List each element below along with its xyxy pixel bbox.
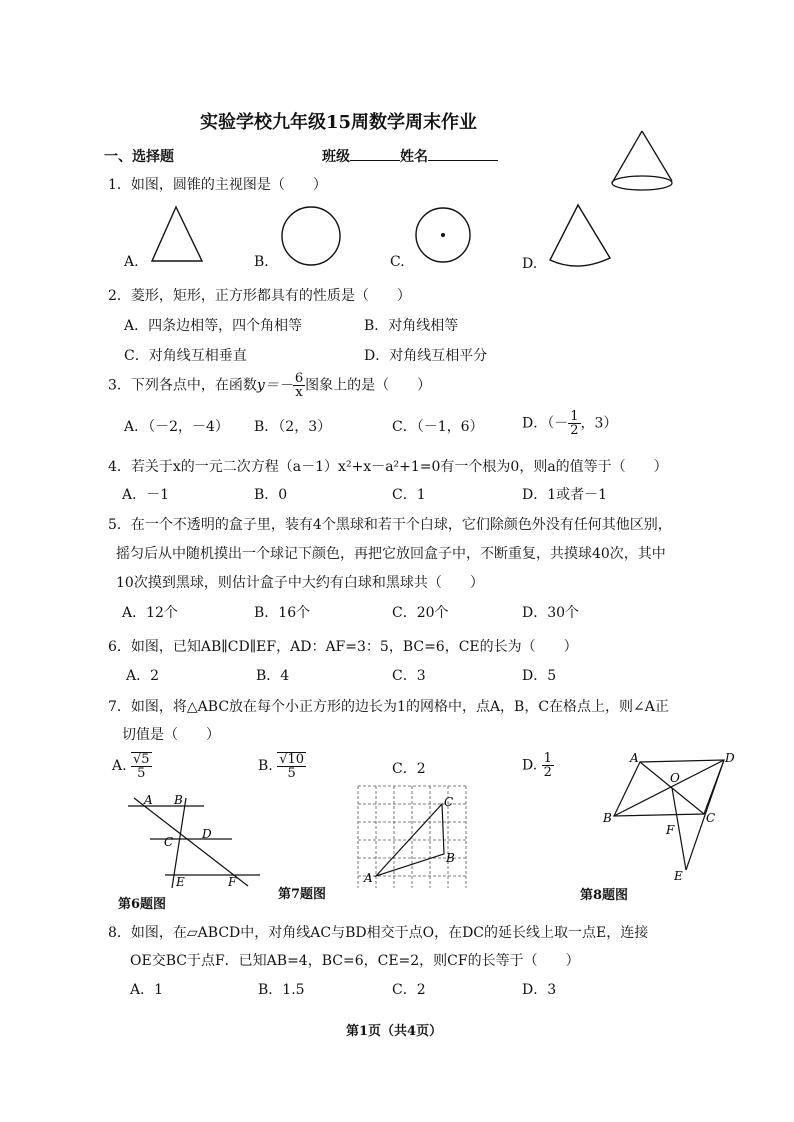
fig7-label-c: C (444, 795, 454, 809)
q1-option-a-label[interactable]: A. (124, 254, 139, 270)
q1-option-c-label[interactable]: C. (390, 254, 405, 270)
fig8-label-c: C (706, 811, 716, 825)
q8-line1: 8．如图，在▱ABCD中，对角线AC与BD相交于点O，在DC的延长线上取一点E，连接 (108, 925, 649, 941)
q2-option-c[interactable]: C．对角线互相垂直 (124, 348, 247, 364)
q3-option-b[interactable]: B．（2，3） (254, 419, 332, 435)
q7-option-d[interactable]: D. $\frac{1}{2}$ (522, 751, 552, 780)
fig8-label-b: B (603, 811, 612, 825)
q8-line2: OE交BC于点F．已知AB=4，BC=6，CE=2，则CF的长等于（ ） (130, 953, 580, 969)
q1-option-a-triangle (150, 205, 205, 265)
q3-option-c[interactable]: C．（－1，6） (392, 419, 484, 435)
q7-option-b[interactable]: B. $\frac{√10}{5}$ (258, 752, 305, 781)
fig6-label-e: E (176, 875, 185, 889)
q1-stem: 1．如图，圆锥的主视图是（ ） (108, 177, 327, 193)
q4-stem: 4．若关于x的一元二次方程（a－1）x²+x－a²+1=0有一个根为0，则a的值等于（ ） (108, 459, 668, 475)
q2-option-d[interactable]: D．对角线互相平分 (364, 348, 488, 364)
q3-option-a[interactable]: A．（－2，－4） (124, 419, 229, 435)
fig8-parallelogram (598, 750, 738, 882)
q5-line2: 摇匀后从中随机摸出一个球记下颜色，再把它放回盒子中，不断重复，共摸球40次，其中 (116, 546, 666, 562)
q7-line1: 7．如图，将△ABC放在每个小正方形的边长为1的网格中，点A，B，C在格点上，则∠A正 (108, 699, 669, 715)
q1-option-b-label[interactable]: B. (254, 254, 269, 270)
q5-line3: 10次摸到黑球，则估计盒子中大约有白球和黑球共（ ） (116, 575, 484, 591)
fig7-label-a: A (364, 871, 373, 885)
q3-stem-pre: 3．下列各点中，在函数 (108, 377, 257, 394)
page-title: 实验学校九年级15周数学周末作业 (200, 112, 478, 133)
name-blank[interactable] (428, 146, 498, 161)
class-label: 班级 (322, 149, 350, 165)
page-number: 第1页（共4页） (346, 1024, 443, 1039)
q1-option-d-label[interactable]: D. (522, 256, 538, 272)
q7-line2: 切值是（ ） (122, 727, 220, 743)
fig8-label-f: F (666, 823, 675, 837)
q3-function: y＝－ (256, 377, 293, 394)
fig6-label-a: A (144, 793, 153, 807)
fig7-grid-triangle (356, 784, 471, 894)
q2-option-a[interactable]: A．四条边相等，四个角相等 (124, 318, 303, 334)
q7-d-fraction: $\frac{1}{2}$ (543, 751, 552, 780)
q4-option-c[interactable]: C．1 (392, 487, 426, 503)
q3-option-d[interactable]: D．（－ $\frac{1}{2}$ ，3） (522, 409, 618, 438)
q1-option-d-sector (546, 203, 616, 273)
fig6-caption: 第6题图 (118, 897, 167, 912)
q1-option-c-circle-dot (414, 206, 478, 270)
q8-option-d[interactable]: D．3 (522, 982, 557, 998)
q4-option-d[interactable]: D．1或者－1 (522, 487, 608, 503)
q4-option-b[interactable]: B．0 (254, 487, 288, 503)
q5-option-c[interactable]: C．20个 (392, 605, 449, 621)
q8-option-b[interactable]: B．1.5 (258, 982, 305, 998)
fig8-label-e: E (674, 869, 683, 883)
q5-option-a[interactable]: A．12个 (122, 605, 178, 621)
fig6-label-d: D (202, 827, 212, 841)
q6-stem: 6．如图，已知AB∥CD∥EF，AD：AF=3：5，BC=6，CE的长为（ ） (108, 639, 578, 655)
q7-option-c[interactable]: C．2 (392, 761, 426, 777)
q4-option-a[interactable]: A．－1 (122, 487, 170, 503)
q7-b-fraction: $\frac{√10}{5}$ (279, 752, 305, 781)
fig8-label-a: A (630, 751, 639, 765)
q8-option-c[interactable]: C．2 (392, 982, 426, 998)
fig6-label-b: B (174, 793, 183, 807)
cone-figure (605, 128, 695, 198)
section-heading: 一、选择题 (104, 149, 174, 165)
q3-fraction: $\frac{6}{x}$ (294, 371, 304, 400)
q3-stem (108, 372, 431, 399)
q6-option-d[interactable]: D．5 (522, 668, 557, 684)
fig8-caption: 第8题图 (580, 888, 629, 903)
class-field[interactable] (322, 146, 498, 166)
q6-option-c[interactable]: C．3 (392, 668, 426, 684)
q1-option-b-circle (280, 205, 344, 269)
name-label: 姓名 (400, 149, 428, 165)
q6-option-b[interactable]: B．4 (256, 668, 290, 684)
fig6-label-c: C (164, 835, 174, 849)
fig8-label-d: D (725, 751, 735, 765)
q5-option-b[interactable]: B．16个 (254, 605, 311, 621)
q2-stem: 2．菱形，矩形，正方形都具有的性质是（ ） (108, 288, 411, 304)
fig6-parallel-lines (120, 790, 290, 890)
q2-option-b[interactable]: B．对角线相等 (364, 318, 459, 334)
q3-d-fraction: $\frac{1}{2}$ (570, 409, 579, 438)
q8-option-a[interactable]: A．1 (130, 982, 164, 998)
fig7-label-b: B (446, 851, 455, 865)
fig7-caption: 第7题图 (278, 887, 327, 902)
q5-line1: 5．在一个不透明的盒子里，装有4个黑球和若干个白球，它们除颜色外没有任何其他区别， (108, 517, 672, 533)
fig6-label-f: F (228, 875, 237, 889)
q5-option-d[interactable]: D．30个 (522, 605, 580, 621)
q7-option-a[interactable]: A. $\frac{√5}{5}$ (112, 752, 150, 781)
q7-a-fraction: $\frac{√5}{5}$ (133, 752, 150, 781)
fig8-label-o: O (670, 771, 680, 785)
q6-option-a[interactable]: A．2 (126, 668, 160, 684)
q3-stem-post: 图象上的是（ ） (305, 377, 432, 394)
class-blank[interactable] (350, 146, 400, 161)
